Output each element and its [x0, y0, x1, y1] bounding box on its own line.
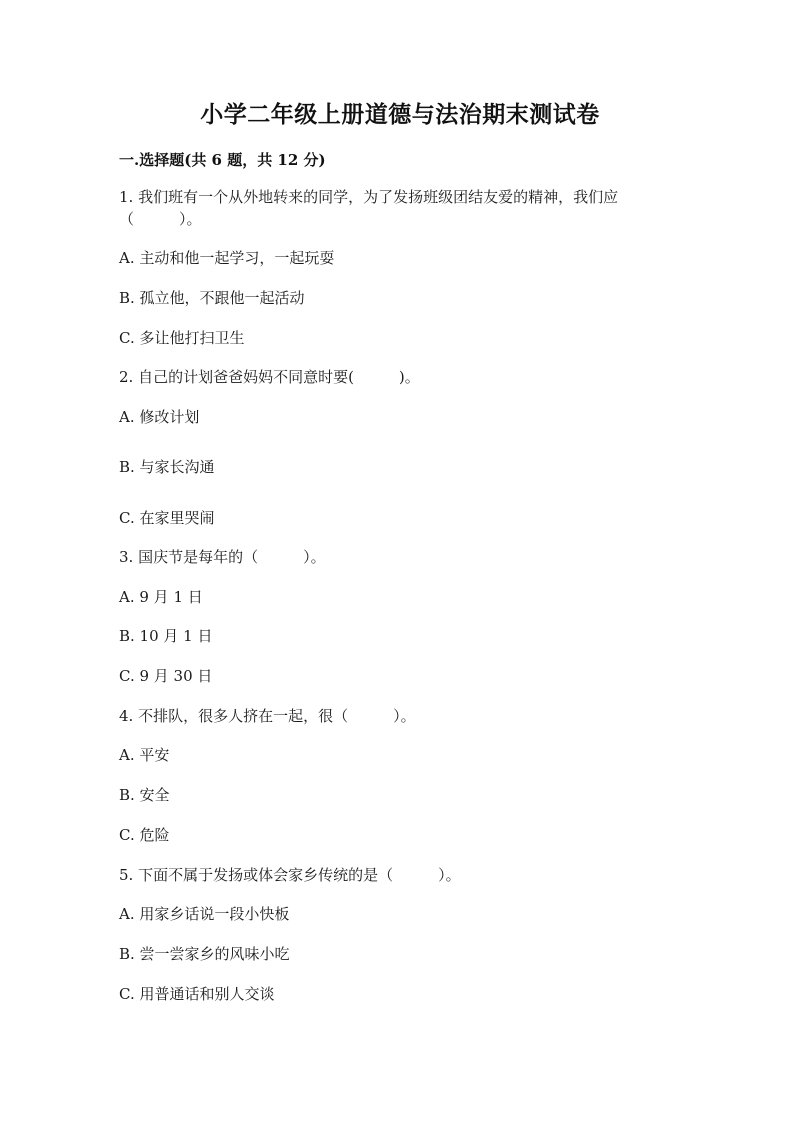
question-1-stem-continued: （ ）。: [119, 210, 202, 228]
question-4-option-c: C. 危险: [119, 826, 170, 844]
question-3-option-b: B. 10 月 1 日: [119, 627, 213, 645]
question-2-option-b: B. 与家长沟通: [119, 458, 215, 476]
question-1-option-b: B. 孤立他，不跟他一起活动: [119, 289, 305, 307]
question-4-stem: 4. 不排队，很多人挤在一起，很（ ）。: [119, 707, 416, 725]
question-1-stem: 1. 我们班有一个从外地转来的同学，为了发扬班级团结友爱的精神，我们应: [119, 188, 619, 206]
question-5-option-b: B. 尝一尝家乡的风味小吃: [119, 945, 290, 963]
question-5-stem: 5. 下面不属于发扬或体会家乡传统的是（ ）。: [119, 866, 461, 884]
section-heading: 一.选择题(共 6 题，共 12 分): [119, 151, 326, 169]
question-5-option-c: C. 用普通话和别人交谈: [119, 985, 275, 1003]
question-3-option-a: A. 9 月 1 日: [119, 588, 203, 606]
page-title: 小学二年级上册道德与法治期末测试卷: [200, 101, 600, 128]
question-1-option-c: C. 多让他打扫卫生: [119, 329, 245, 347]
question-1-option-a: A. 主动和他一起学习，一起玩耍: [119, 249, 335, 267]
question-5-option-a: A. 用家乡话说一段小快板: [119, 905, 290, 923]
question-2-option-a: A. 修改计划: [119, 408, 200, 426]
question-2-stem: 2. 自己的计划爸爸妈妈不同意时要( )。: [119, 368, 420, 386]
question-2-option-c: C. 在家里哭闹: [119, 509, 215, 527]
question-4-option-b: B. 安全: [119, 786, 170, 804]
question-3-stem: 3. 国庆节是每年的（ ）。: [119, 548, 326, 566]
question-3-option-c: C. 9 月 30 日: [119, 667, 213, 685]
question-4-option-a: A. 平安: [119, 746, 170, 764]
